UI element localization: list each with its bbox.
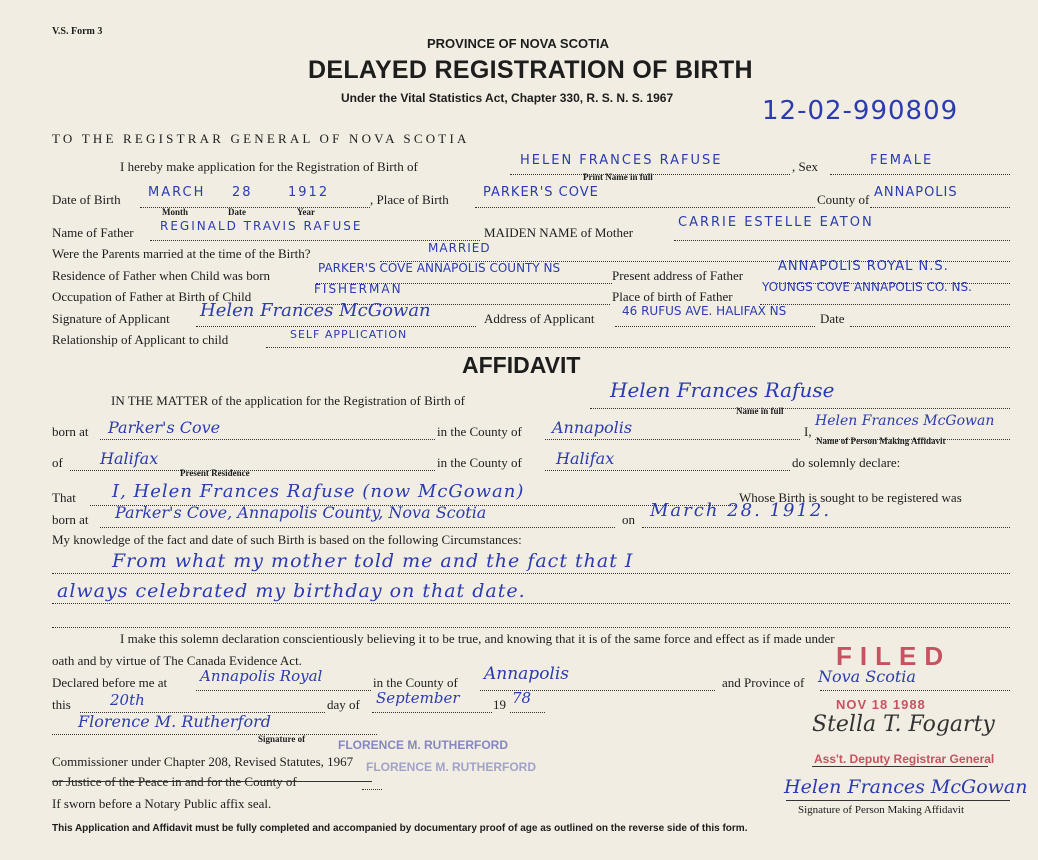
justice-label: or Justice of the Peace in and for the County of — [52, 774, 297, 789]
affidavit-child-name: Helen Frances Rafuse — [610, 378, 835, 402]
date-label: Date — [820, 311, 845, 326]
born-place-line — [100, 527, 615, 528]
married-value: MARRIED — [428, 241, 491, 255]
mother-maiden-label: MAIDEN NAME of Mother — [484, 225, 634, 240]
date-hint: Date — [228, 207, 246, 217]
born-at2-label: born at — [52, 512, 89, 527]
footer-note: This Application and Affidavit must be fully completed and accompanied by documentary proof of age as outlined on the reverse side of this form. — [52, 823, 748, 834]
province-line — [820, 690, 1010, 691]
pob-father-label: Place of birth of Father — [612, 289, 733, 304]
filed-stamp: FILED — [836, 641, 952, 671]
filed-date: NOV 18 1988 — [836, 697, 926, 712]
pob-father-line — [760, 304, 1010, 305]
circumstances-line-3 — [52, 627, 1010, 628]
applicant-signature-value: Helen Frances McGowan — [200, 300, 431, 321]
province-of-label: and Province of — [722, 675, 805, 690]
father-name-value: REGINALD TRAVIS RAFUSE — [160, 219, 363, 233]
document-title: DELAYED REGISTRATION OF BIRTH — [308, 56, 753, 84]
person-signature-line — [786, 800, 1010, 801]
commissioner-signature: Florence M. Rutherford — [78, 712, 271, 731]
matter-label: IN THE MATTER of the application for the Registration of Birth of — [111, 393, 465, 408]
declared-before-label: Declared before me at — [52, 675, 168, 690]
relationship-value: SELF APPLICATION — [290, 328, 408, 341]
declare-label: do solemnly declare: — [792, 455, 901, 470]
person-signature: Helen Frances McGowan — [784, 776, 1028, 798]
of-label: of — [52, 455, 63, 470]
born-date-line — [642, 527, 1010, 528]
justice-line — [362, 789, 382, 790]
present-residence-hint: Present Residence — [180, 468, 250, 478]
commissioner-stamp-1: FLORENCE M. RUTHERFORD — [338, 738, 508, 752]
sought-label: Whose Birth is sought to be registered was — [739, 490, 962, 505]
county-of-line — [545, 470, 790, 471]
county-of-value: Halifax — [556, 449, 615, 468]
residence-father-value: PARKER'S COVE ANNAPOLIS COUNTY NS — [318, 261, 561, 275]
child-name-value: HELEN FRANCES RAFUSE — [520, 153, 723, 168]
place-of-birth-line — [475, 207, 815, 208]
occupation-label: Occupation of Father at Birth of Child — [52, 289, 252, 304]
county-line — [870, 207, 1010, 208]
i-label: I, — [804, 424, 812, 439]
registrar-heading: TO THE REGISTRAR GENERAL OF NOVA SCOTIA — [52, 131, 470, 146]
date-line — [850, 326, 1010, 327]
dob-day-value: 28 — [232, 185, 253, 200]
applicant-address-line — [615, 326, 815, 327]
circumstances-line-1 — [52, 573, 1010, 574]
affiant-name: Helen Frances McGowan — [815, 413, 995, 429]
place-of-birth-value: PARKER'S COVE — [483, 185, 599, 200]
dob-label: Date of Birth — [52, 192, 121, 207]
born-at-label: born at — [52, 424, 89, 439]
in-county-label: in the County of — [437, 424, 522, 439]
declared-at-line — [196, 690, 371, 691]
registrar-rule — [812, 766, 988, 767]
applicant-address-label: Address of Applicant — [484, 311, 595, 326]
person-hint: Name of Person Making Affidavit — [816, 436, 946, 446]
applicant-signature-label: Signature of Applicant — [52, 311, 170, 326]
commissioner-signature-line — [52, 734, 377, 735]
present-address-father-label: Present address of Father — [612, 268, 744, 283]
year-prefix: 19 — [493, 697, 506, 712]
declared-county-value: Annapolis — [484, 664, 570, 684]
circumstances-line-2 — [52, 603, 1010, 604]
mother-maiden-value: CARRIE ESTELLE EATON — [678, 215, 874, 230]
knowledge-label: My knowledge of the fact and date of such Birth is based on the following Circumstances: — [52, 532, 522, 547]
solemn-line-2: oath and by virtue of The Canada Evidence Act. — [52, 653, 302, 668]
matter-line — [590, 408, 1010, 409]
mother-maiden-line — [674, 240, 1010, 241]
declared-at-value: Annapolis Royal — [200, 667, 323, 685]
name-in-full-hint: Name in full — [736, 406, 784, 416]
pob-father-value: YOUNGS COVE ANNAPOLIS CO. NS. — [762, 280, 972, 294]
province-value: Nova Scotia — [818, 667, 916, 686]
intro-label: I hereby make application for the Registration of Birth of — [120, 159, 418, 174]
year-hint: Year — [297, 207, 315, 217]
in-county-value: Annapolis — [552, 418, 633, 437]
born-place-value: Parker's Cove, Annapolis County, Nova Scotia — [115, 503, 487, 522]
circumstances-value-2: always celebrated my birthday on that date. — [57, 580, 526, 602]
place-of-birth-label: , Place of Birth — [370, 192, 449, 207]
month-value: September — [376, 689, 460, 707]
applicant-address-value: 46 RUFUS AVE. HALIFAX NS — [622, 304, 787, 318]
act-subtitle: Under the Vital Statistics Act, Chapter 330, R. S. N. S. 1967 — [341, 91, 674, 105]
county-of-label: in the County of — [437, 455, 522, 470]
dob-year-value: 1912 — [288, 185, 330, 200]
year-line — [510, 712, 545, 713]
solemn-line-1: I make this solemn declaration conscientiously believing it to be true, and knowing that it is of the same force and effect as if made under — [120, 631, 835, 646]
this-label: this — [52, 697, 71, 712]
sex-value: FEMALE — [870, 153, 934, 168]
affidavit-heading: AFFIDAVIT — [462, 352, 581, 378]
province-heading: PROVINCE OF NOVA SCOTIA — [427, 36, 610, 51]
day-value: 20th — [110, 691, 145, 709]
form-number: V.S. Form 3 — [52, 26, 103, 37]
of-line — [70, 470, 435, 471]
registration-number: 12-02-990809 — [762, 96, 959, 126]
month-hint: Month — [162, 207, 189, 217]
sex-line — [830, 174, 1010, 175]
born-at-value: Parker's Cove — [108, 418, 221, 437]
father-name-label: Name of Father — [52, 225, 134, 240]
county-label: County of — [817, 192, 870, 207]
relationship-line — [266, 347, 1010, 348]
month-line — [372, 712, 492, 713]
day-of-label: day of — [327, 697, 360, 712]
print-name-hint: Print Name in full — [583, 172, 653, 182]
justice-strike — [52, 781, 372, 782]
circumstances-value-1: From what my mother told me and the fact that I — [112, 550, 634, 572]
present-address-father-value: ANNAPOLIS ROYAL N.S. — [778, 259, 949, 274]
commissioner-stamp-2: FLORENCE M. RUTHERFORD — [366, 760, 536, 774]
born-date-value: March 28. 1912. — [650, 500, 832, 521]
dob-month-value: MARCH — [148, 185, 206, 200]
that-label: That — [52, 490, 76, 505]
person-signature-hint: Signature of Person Making Affidavit — [798, 804, 964, 816]
county-value: ANNAPOLIS — [874, 185, 958, 200]
of-value: Halifax — [100, 449, 159, 468]
registrar-title: Ass't. Deputy Registrar General — [814, 752, 995, 766]
registrar-signature: Stella T. Fogarty — [812, 712, 995, 737]
relationship-label: Relationship of Applicant to child — [52, 332, 229, 347]
that-value: I, Helen Frances Rafuse (now McGowan) — [112, 481, 525, 502]
in-county-line — [545, 439, 800, 440]
signature-of-hint: Signature of — [258, 734, 306, 744]
notary-label: If sworn before a Notary Public affix seal. — [52, 796, 272, 811]
sex-label: , Sex — [792, 159, 818, 174]
born-at-line — [100, 439, 435, 440]
year-value: 78 — [512, 689, 532, 707]
married-label: Were the Parents married at the time of the Birth? — [52, 246, 311, 261]
commissioner-label: Commissioner under Chapter 208, Revised Statutes, 1967 — [52, 754, 354, 769]
residence-father-label: Residence of Father when Child was born — [52, 268, 271, 283]
on-label: on — [622, 512, 635, 527]
declared-county-label: in the County of — [373, 675, 458, 690]
occupation-value: FISHERMAN — [314, 282, 403, 296]
applicant-signature-line — [196, 326, 476, 327]
